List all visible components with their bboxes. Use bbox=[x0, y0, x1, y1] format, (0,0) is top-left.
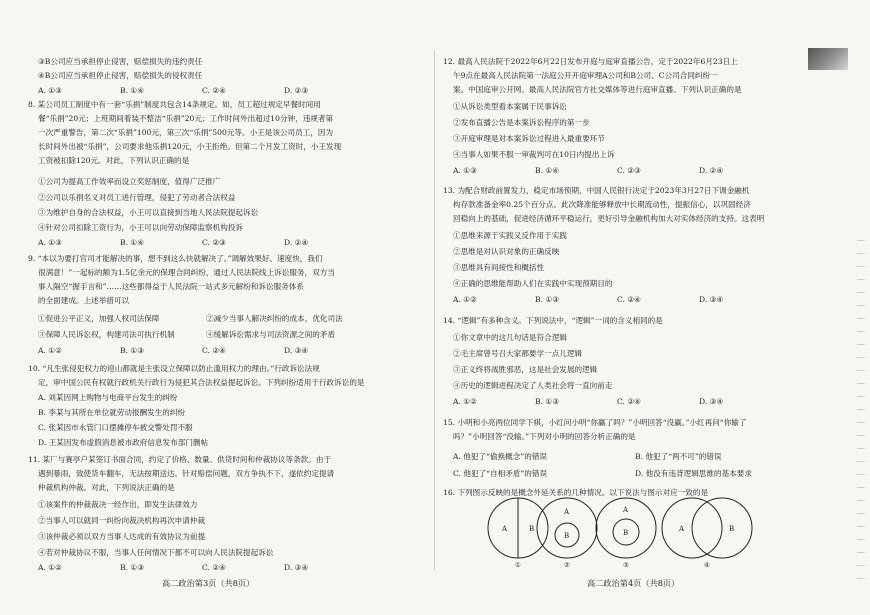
q14-stem: 14. “逻辑”有多种含义。下列说法中，“逻辑”一词的含义相同的是 bbox=[443, 316, 663, 325]
q8-choice-c: C. ②③ bbox=[202, 238, 226, 247]
q16-venn-diagrams bbox=[435, 496, 855, 586]
q9-answers bbox=[38, 346, 366, 356]
q7-choice-c: C. ②④ bbox=[202, 86, 226, 95]
q12-answers bbox=[453, 166, 781, 176]
edge-scan-marks bbox=[857, 240, 865, 580]
q15-stem-1: 15. 小明和小亮两位同学下棋，小红问小明“你赢了吗？”小明回答“没赢。”小红再问“你输了 bbox=[443, 418, 747, 427]
q11-choice-d: D. ③④ bbox=[284, 563, 309, 572]
q8-choice-a: A. ①③ bbox=[38, 238, 62, 247]
q14-option-4: ④历史的逻辑进程决定了人类社会将一直向前走 bbox=[453, 381, 613, 390]
q15-choice-b: B. 他犯了“两不可”的错误 bbox=[635, 452, 722, 461]
q9-choice-b: B. ①③ bbox=[120, 346, 145, 355]
q9-choice-d: D. ③④ bbox=[284, 346, 309, 355]
q14-choice-d: D. ③④ bbox=[699, 397, 724, 406]
q13-choice-a: A. ①② bbox=[453, 295, 477, 304]
q14-option-2: ②毛主席曾号召大家都要学一点儿逻辑 bbox=[453, 349, 583, 358]
q11-stem-2: 遇到暴雨，致使货车翻车，无法按期送达。针对赔偿问题，双方争执不下，遂依约定提请 bbox=[38, 469, 335, 478]
q12-option-3: ③开庭审理是对本案诉讼过程进入最重要环节 bbox=[453, 134, 605, 143]
q9-option-2: ②减少当事人解决纠纷的成本，优化司法 bbox=[206, 314, 343, 323]
q10-option-a: A. 刘某因网上购物与电商平台发生的纠纷 bbox=[38, 393, 178, 402]
q8-stem-1: 8. 某公司员工制度中有一套“乐捐”制度共包含14条规定。如，员工超过规定早餐时间用 bbox=[28, 100, 321, 109]
q13-option-3: ③思维具有间接性和概括性 bbox=[453, 263, 545, 272]
q10-stem-1: 10. “凡生张侵犯权力的迎山都就是主张设立保障以防止滥用权力的理由。”行政诉讼法规 bbox=[28, 364, 320, 373]
q13-choice-c: C. ②④ bbox=[617, 295, 641, 304]
q9-option-1: ①促进公平正义，加强人权司法保障 bbox=[38, 314, 160, 323]
q7-choice-b: B. ①④ bbox=[120, 86, 145, 95]
q15-stem-2: 吗？”小明回答“没输。”下列对小明的回答分析正确的是 bbox=[453, 432, 636, 441]
q7-choice-a: A. ①③ bbox=[38, 86, 62, 95]
venn2-number: ② bbox=[564, 561, 570, 569]
q13-stem-2: 构存款准备金率0.25个百分点。此次降准能够释放中长期流动性，提振信心，以巩固经济 bbox=[453, 200, 751, 209]
q14-choice-b: B. ①③ bbox=[535, 397, 560, 406]
venn4-label-b: B bbox=[729, 525, 735, 533]
q12-option-4: ④当事人如果不服一审裁判可在10日内提出上诉 bbox=[453, 150, 615, 159]
right-page bbox=[435, 0, 855, 615]
q10-stem-2: 定，审中国公民有权就行政机关行政行为侵犯其合法权益提起诉讼。下列纠纷适用于行政诉讼的是 bbox=[38, 378, 365, 387]
venn4-number: ④ bbox=[704, 561, 710, 569]
venn3-number: ③ bbox=[623, 561, 629, 569]
q8-choice-b: B. ①④ bbox=[120, 238, 145, 247]
q10-option-d: D. 王某因发布虚假消息被市政府信息发布部门删帖 bbox=[38, 438, 209, 447]
q11-stem-1: 11. 某厂与赛亭户某签订书面合同，约定了价格、数量、供货时间和仲裁协议等条款。由于 bbox=[28, 455, 332, 464]
q12-stem-2: 午9点在最高人民法院第一法庭公开开庭审理A公司和B公司、C公司合同纠纷一 bbox=[453, 71, 718, 80]
q8-option-2: ②公司以乐捐名义对员工进行管理，侵犯了劳动者合法权益 bbox=[38, 193, 236, 202]
q13-choice-d: D. ③④ bbox=[699, 295, 724, 304]
q9-choice-a: A. ①② bbox=[38, 346, 62, 355]
q8-stem-4: 长时间外出被“乐捐”，公司要求他乐捐120元，小王拒绝。但第二个月发工资时，小王发现 bbox=[38, 142, 342, 151]
q12-stem-3: 案。中国庭审公开网、最高人民法院官方社交媒体等进行庭审直播。下列认识正确的是 bbox=[453, 85, 742, 94]
q14-choice-c: C. ②④ bbox=[617, 397, 641, 406]
q11-option-2: ②当事人可以就同一纠纷向裁决机构再次申请仲裁 bbox=[38, 516, 206, 525]
q7-answers bbox=[38, 86, 366, 96]
q8-option-4: ④针对公司扣除工资行为，小王可以向劳动保障监察机构投诉 bbox=[38, 223, 244, 232]
q12-stem-1: 12. 最高人民法院于2022年6月22日发布开庭与庭审直播公告，定于2022年6月23日上 bbox=[443, 57, 738, 66]
q8-option-1: ①公司为提高工作效率而设立奖惩制度，值得广泛推广 bbox=[38, 177, 221, 186]
q11-answers bbox=[38, 563, 366, 573]
q8-answers bbox=[38, 238, 366, 248]
q11-stem-3: 仲裁机构仲裁。对此，下列说法正确的是 bbox=[38, 483, 175, 492]
q11-option-4: ④若对仲裁协议不服，当事人任何情况下都不可以向人民法院提起诉讼 bbox=[38, 548, 274, 557]
q13-choice-b: B. ①③ bbox=[535, 295, 560, 304]
q12-option-1: ①从诉讼类型看本案属于民事诉讼 bbox=[453, 102, 567, 111]
left-page-footer: 高二政治第3页（共8页） bbox=[162, 578, 255, 588]
q8-stem-3: 一次严重警告，第二次“乐捐”100元，第三次“乐捐”500元等。小王是该公司员工，因为 bbox=[38, 128, 334, 137]
q12-choice-b: B. ①④ bbox=[535, 166, 560, 175]
q14-option-1: ①你文章中的这几句话是符合逻辑 bbox=[453, 333, 567, 342]
q11-choice-c: C. ②④ bbox=[202, 563, 226, 572]
q11-option-1: ①该案件的仲裁裁决一经作出，即发生法律效力 bbox=[38, 500, 198, 509]
q14-answers bbox=[453, 397, 781, 407]
q12-choice-c: C. ②③ bbox=[617, 166, 641, 175]
venn1-label-a: A bbox=[502, 525, 508, 533]
q8-stem-5: 工资被扣除120元。对此，下列认识正确的是 bbox=[38, 156, 190, 165]
q16-stem: 16. 下列图示反映的是概念外延关系的几种情况。以下说法与图示对应一致的是 bbox=[443, 488, 709, 497]
q8-choice-d: D. ②④ bbox=[284, 238, 309, 247]
q14-choice-a: A. ①② bbox=[453, 397, 477, 406]
q13-stem-1: 13. 为配合财政前置发力，稳定市场预期，中国人民银行决定于2023年3月27日下调金融机 bbox=[443, 186, 750, 195]
q13-option-1: ①思维来源于实践又反作用于实践 bbox=[453, 231, 567, 240]
venn1-label-b: B bbox=[529, 525, 535, 533]
q9-choice-c: C. ②④ bbox=[202, 346, 226, 355]
q14-option-3: ③正义终将战胜邪恶，这是社会发展的逻辑 bbox=[453, 365, 598, 374]
q12-choice-d: D. ②④ bbox=[699, 166, 724, 175]
q8-stem-2: 餐“乐捐”20元；上班期间着装不整洁“乐捐”20元；工作时间外出超过10分钟，违规者第 bbox=[38, 114, 334, 123]
q7-choice-d: D. ②③ bbox=[284, 86, 309, 95]
q7-option-3: ③B公司应当承担停止侵害，赔偿损失的违约责任 bbox=[38, 57, 203, 66]
q11-option-3: ③该仲裁必须以双方当事人达成的有效协议为前提 bbox=[38, 532, 206, 541]
q15-choice-d: D. 他没有违背逻辑思维的基本要求 bbox=[635, 469, 752, 478]
q9-stem-1: 9. “本以为要打官司才能解决的事，想不到这么快就解决了。”调解效果好、速度快，我们 bbox=[28, 254, 323, 263]
q12-choice-a: A. ①③ bbox=[453, 166, 477, 175]
q12-option-2: ②发布直播公告是本案诉讼程序的第一步 bbox=[453, 118, 590, 127]
q13-answers bbox=[453, 295, 781, 305]
venn3-label-b: B bbox=[623, 529, 629, 537]
q13-option-4: ④正确的思维能帮助人们在实践中实现预期目的 bbox=[453, 279, 613, 288]
venn2-outer-circle bbox=[537, 498, 597, 558]
q15-choice-c: C. 他犯了“自相矛盾”的错误 bbox=[453, 469, 548, 478]
q9-option-4: ④缓解诉讼需求与司法资源之间的矛盾 bbox=[206, 330, 336, 339]
q7-option-4: ④B公司应当承担停止侵害，赔偿损失的侵权责任 bbox=[38, 71, 203, 80]
q9-stem-4: 的全面建成。上述举措可以 bbox=[38, 296, 130, 305]
q10-option-c: C. 张某因市水管门口摆摊停车被交警处罚不服 bbox=[38, 423, 193, 432]
q13-option-2: ②思维是对认识对象的正确反映 bbox=[453, 247, 560, 256]
q11-choice-a: A. ①② bbox=[38, 563, 62, 572]
venn1-number: ① bbox=[515, 561, 521, 569]
q8-option-3: ③为维护自身的合法权益，小王可以直接到当地人民法院提起诉讼 bbox=[38, 208, 259, 217]
venn2-label-a: A bbox=[564, 508, 570, 516]
q9-stem-2: 很满意！”一起标的额为1.5亿余元的保理合同纠纷，通过人民法院线上诉讼服务，双方当 bbox=[38, 268, 335, 277]
q15-choice-a: A. 他犯了“偷换概念”的错误 bbox=[453, 452, 548, 461]
venn2-label-b: B bbox=[564, 532, 570, 540]
q9-option-3: ③保障人民诉讼权，构建司法可执行机制 bbox=[38, 330, 175, 339]
left-page bbox=[0, 0, 420, 615]
q13-stem-3: 回稳向上的基础，促进经济循环平稳运行，更好引导金融机构加大对实体经济的支持。这表明 bbox=[453, 214, 765, 223]
venn4-label-a: A bbox=[679, 525, 685, 533]
q11-choice-b: B. ①③ bbox=[120, 563, 145, 572]
venn3-label-a: A bbox=[623, 506, 629, 514]
q9-stem-3: 事人隔空“握手言和”……这些都得益于人民法院一站式多元解纷和诉讼服务体系 bbox=[38, 282, 304, 291]
q10-option-b: B. 李某与其所在单位就劳动报酬发生的纠纷 bbox=[38, 408, 186, 417]
right-page-footer: 高二政治第4页（共8页） bbox=[587, 578, 680, 588]
